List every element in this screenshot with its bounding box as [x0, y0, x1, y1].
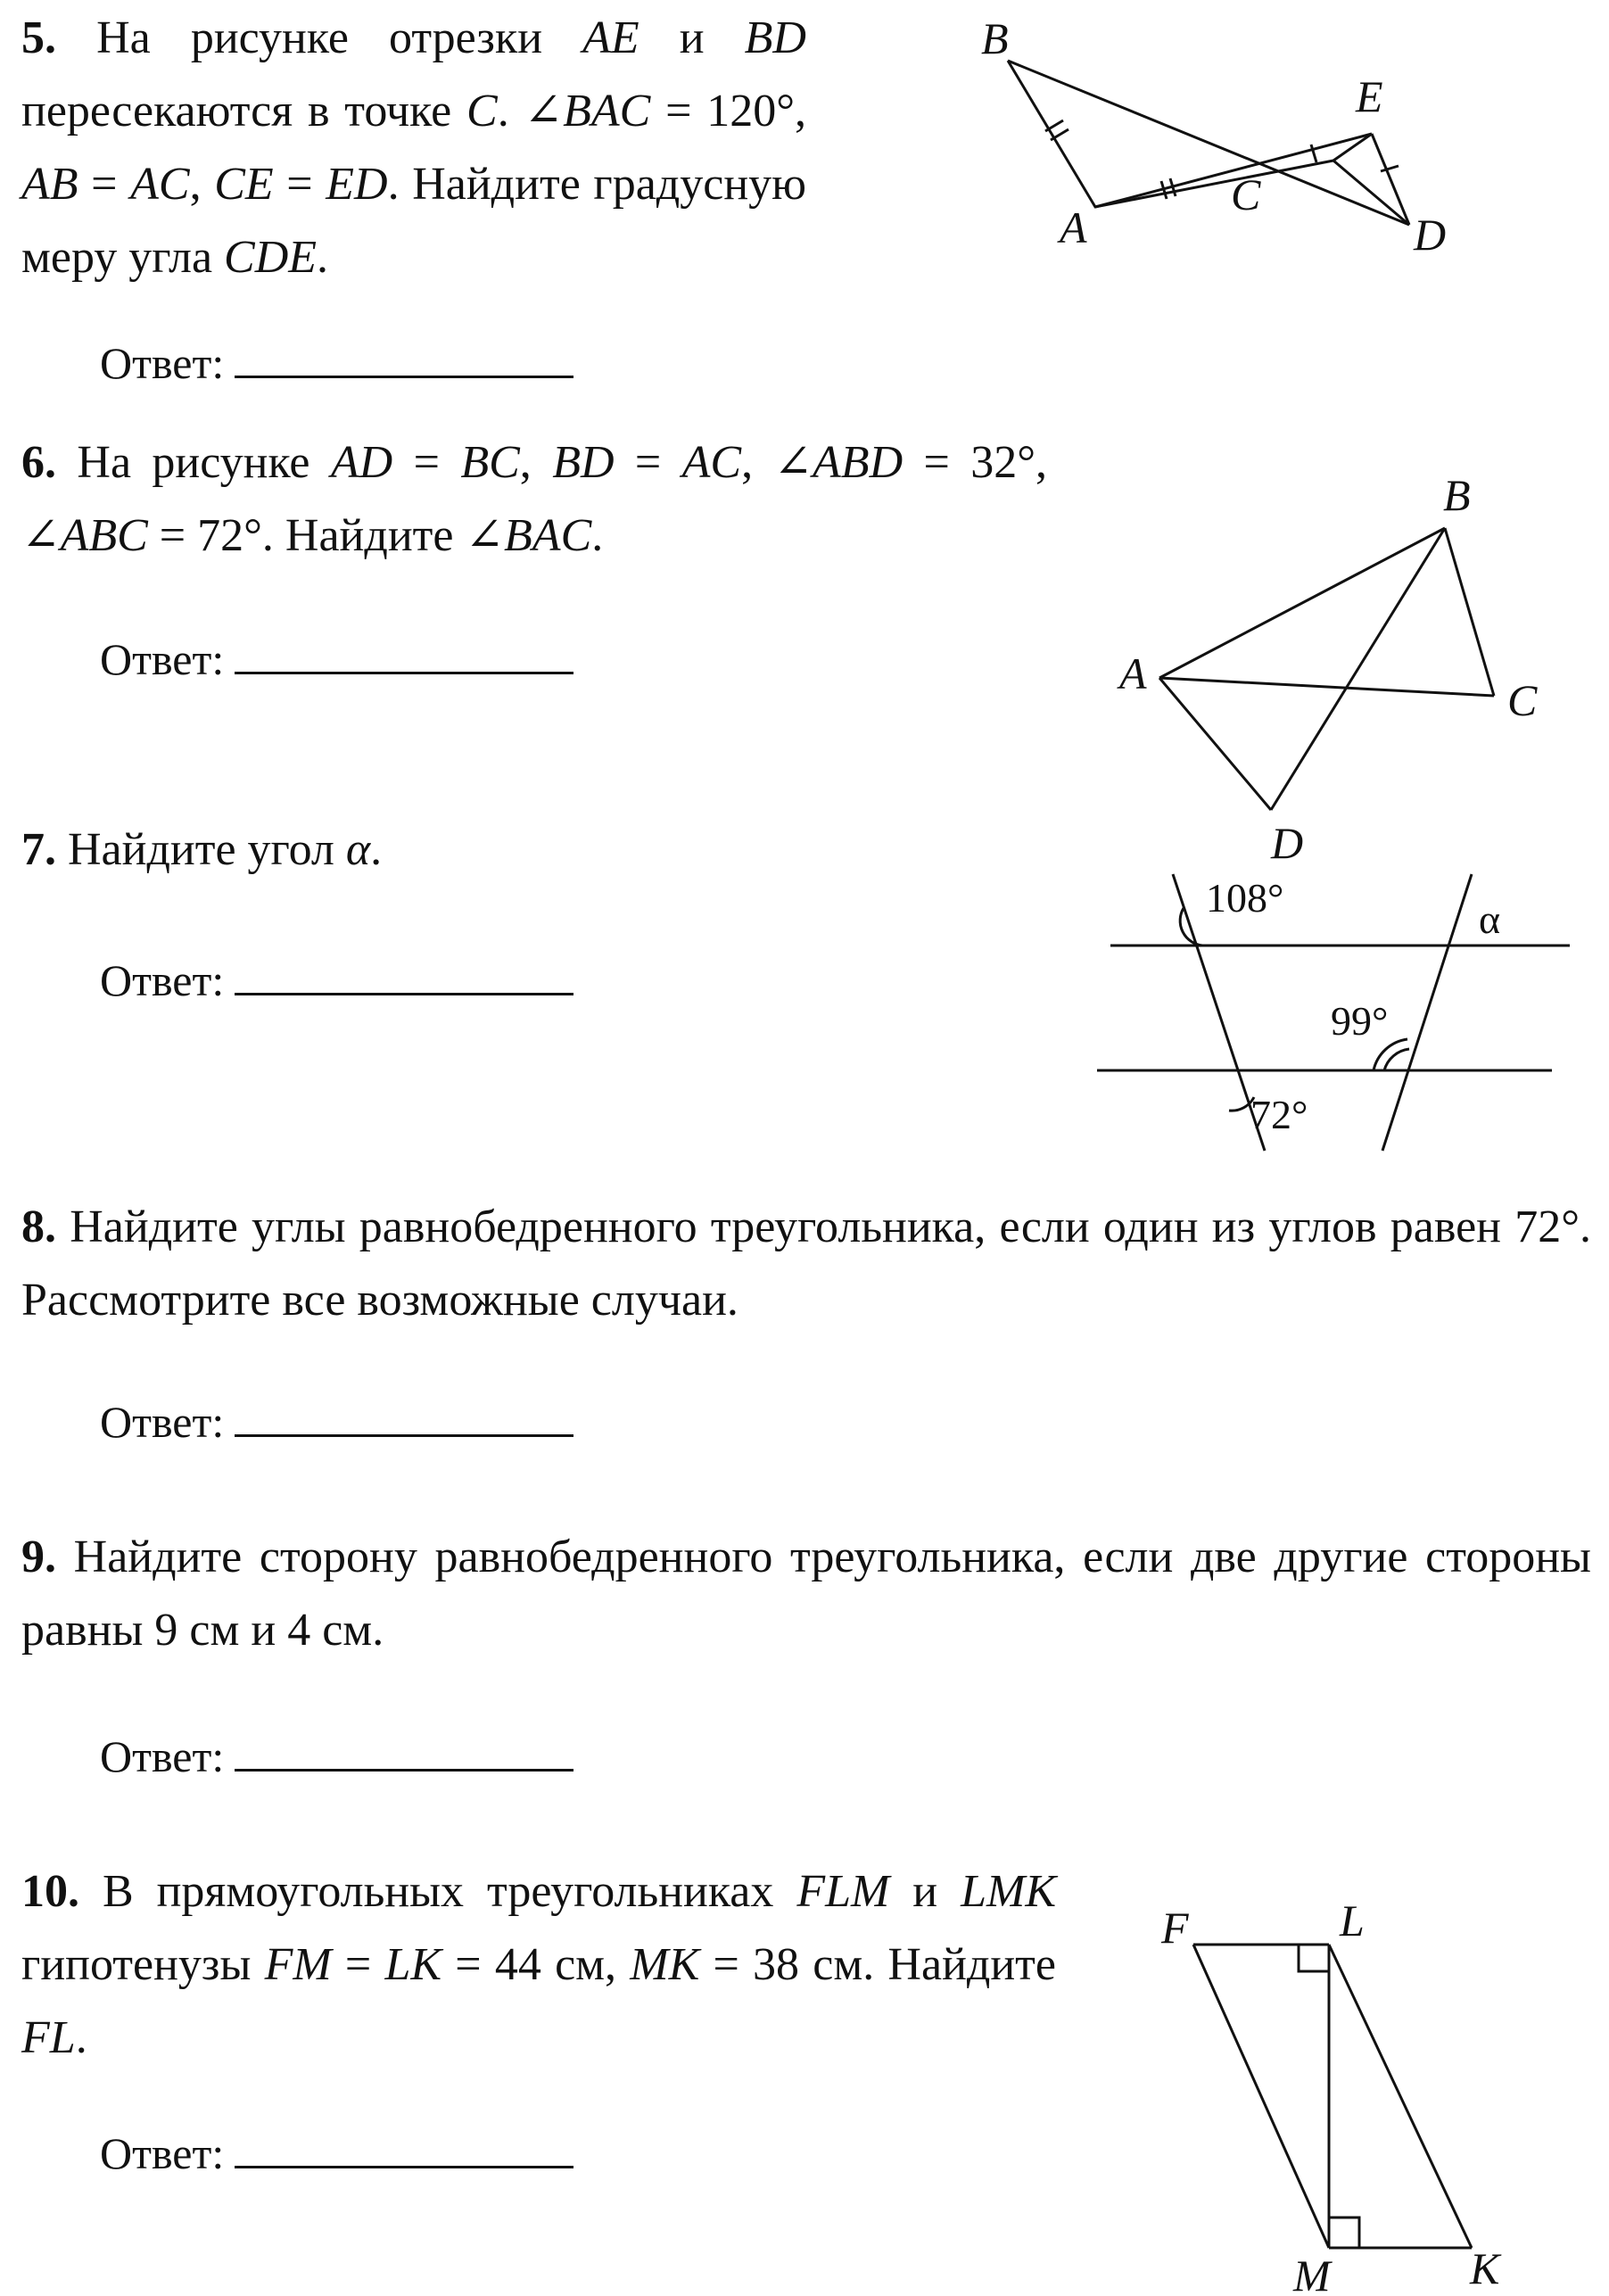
vertex-label-B: B — [1443, 470, 1471, 520]
problem-statement: Найдите угол α. — [68, 824, 383, 875]
answer-label: Ответ: — [100, 634, 225, 684]
problem-9-text — [21, 1521, 1591, 1667]
transversal-right — [1382, 874, 1472, 1151]
problem-number: 7. — [21, 824, 56, 875]
answer-label: Ответ: — [100, 1397, 225, 1447]
problem-number: 9. — [21, 1532, 56, 1582]
right-angle-mark-M — [1329, 2218, 1359, 2248]
segment-FM — [1193, 1945, 1329, 2248]
answer-line[interactable] — [235, 340, 573, 378]
angle-label-108: 108° — [1206, 875, 1284, 921]
segment-BD — [1008, 61, 1409, 225]
tick-mark — [1381, 166, 1399, 171]
vertex-label-M: M — [1293, 2251, 1331, 2296]
vertex-label-F: F — [1161, 1903, 1189, 1953]
answer-line[interactable] — [235, 1399, 573, 1437]
figure-problem-10 — [1151, 1895, 1525, 2296]
answer-line[interactable] — [235, 2130, 573, 2168]
segment-AD — [1159, 678, 1271, 810]
answer-field-5[interactable] — [100, 337, 573, 389]
problem-number: 10. — [21, 1866, 79, 1917]
answer-label: Ответ: — [100, 2128, 225, 2178]
tick-mark — [1311, 145, 1316, 162]
problem-statement: В прямоугольных треугольниках FLM и LMK гипотенузы FM = LK = 44 см, MK = 38 см. Найдите FL. — [21, 1866, 1057, 2063]
answer-label: Ответ: — [100, 338, 225, 388]
answer-line[interactable] — [235, 636, 573, 674]
problem-10-text — [21, 1855, 1056, 2075]
problem-6-text — [21, 426, 1047, 573]
angle-arc-99-inner — [1384, 1049, 1409, 1070]
problem-statement: На рисунке AD = BC, BD = AC, ∠ABD = 32°, ∠ABC = 72°. Найдите ∠BAC. — [21, 437, 1048, 561]
vertex-label-D: D — [1414, 210, 1447, 260]
segment-AB — [1159, 528, 1445, 678]
segment-AC — [1159, 678, 1494, 696]
vertex-label-A: A — [1119, 648, 1147, 698]
angle-arc-99-outer — [1374, 1039, 1407, 1070]
answer-line[interactable] — [235, 957, 573, 995]
problem-statement: Найдите сторону равнобедренного треугольника, если две другие стороны равны 9 см и 4 см. — [21, 1532, 1591, 1656]
vertex-label-C: C — [1231, 169, 1261, 219]
vertex-label-L: L — [1340, 1895, 1365, 1945]
vertex-label-C: C — [1507, 675, 1538, 725]
answer-field-7[interactable] — [100, 954, 573, 1006]
angle-label-72: 72° — [1250, 1092, 1308, 1137]
vertex-label-B: B — [981, 13, 1009, 63]
angle-label-99: 99° — [1331, 998, 1389, 1044]
vertex-label-E: E — [1356, 71, 1383, 121]
problem-number: 5. — [21, 12, 56, 63]
figure-problem-5 — [963, 9, 1481, 268]
problem-statement: Найдите углы равнобедренного треугольника, если один из углов равен 72°. Рассмотрите все возможные случаи. — [21, 1202, 1592, 1326]
vertex-label-D: D — [1271, 818, 1304, 868]
right-angle-mark-L — [1299, 1945, 1329, 1971]
problem-statement: На рисунке отрезки AE и BD пересекаются в точке C. ∠BAC = 120°, AB = AC, CE = ED. Найдите градусную меру угла CDE. — [21, 12, 807, 283]
vertex-label-A: A — [1060, 202, 1087, 252]
answer-line[interactable] — [235, 1733, 573, 1772]
problem-8-text — [21, 1191, 1591, 1337]
answer-field-6[interactable] — [100, 633, 573, 685]
answer-field-10[interactable] — [100, 2127, 573, 2179]
answer-label: Ответ: — [100, 1731, 225, 1781]
problem-number: 6. — [21, 437, 56, 488]
answer-field-8[interactable] — [100, 1396, 573, 1448]
segment-BC — [1445, 528, 1494, 696]
figure-problem-7 — [1097, 856, 1597, 1160]
problem-7-text — [21, 814, 913, 887]
segment-LK — [1329, 1945, 1472, 2248]
figure-problem-6 — [1106, 470, 1552, 874]
segment-BD — [1271, 528, 1445, 810]
answer-field-9[interactable] — [100, 1730, 573, 1782]
problem-number: 8. — [21, 1202, 56, 1252]
vertex-label-K: K — [1470, 2243, 1500, 2293]
problem-5-text — [21, 2, 806, 294]
angle-label-alpha: α — [1479, 896, 1501, 942]
answer-label: Ответ: — [100, 955, 225, 1005]
